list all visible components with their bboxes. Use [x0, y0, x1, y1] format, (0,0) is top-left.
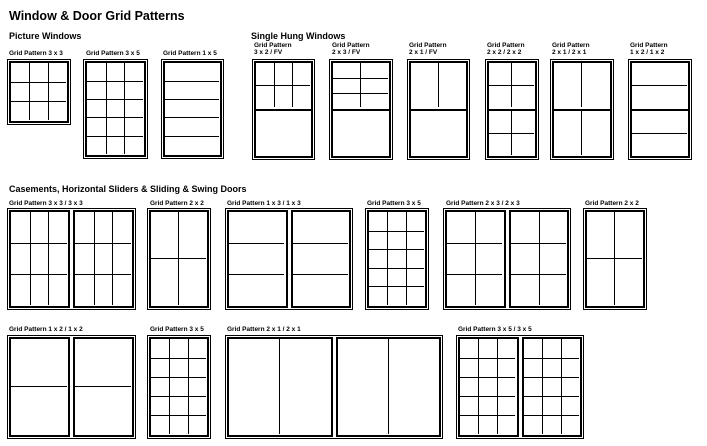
pattern-label: Grid Pattern 2 x 1 / 2 x 1 [227, 326, 301, 333]
grid-bar-horizontal [151, 258, 206, 259]
window-sash [254, 61, 313, 111]
window-picture-3x3 [7, 59, 71, 125]
window-sash [149, 210, 209, 308]
pattern-label: Grid Pattern 3 x 5 [150, 326, 204, 333]
grid-bar-horizontal [165, 81, 219, 82]
grid-bar-vertical [406, 212, 407, 305]
grid-bar-horizontal [369, 231, 424, 232]
window-sash [552, 109, 612, 159]
grid-bar-horizontal [333, 93, 388, 94]
window-sash [227, 337, 333, 437]
grid-bar-horizontal [524, 415, 579, 416]
window-sash [85, 61, 146, 157]
window-sash [73, 210, 134, 308]
window-casement-pair [443, 208, 571, 310]
grid-bar-vertical [106, 63, 107, 154]
window-sash [445, 210, 506, 308]
section-single-hung: Single Hung Windows [251, 31, 346, 41]
pattern-label: Grid Pattern 3 x 3 [9, 50, 63, 57]
grid-bar-vertical [539, 212, 540, 305]
window-single-hung [628, 59, 692, 160]
window-casement-single [365, 208, 429, 310]
window-sash [509, 210, 570, 308]
grid-bar-vertical [387, 212, 388, 305]
pattern-label: Grid Pattern 1 x 5 [163, 50, 217, 57]
window-sash [409, 61, 468, 111]
grid-bar-horizontal [632, 133, 687, 134]
grid-bar-horizontal [151, 415, 206, 416]
window-sash [163, 61, 222, 157]
grid-bar-vertical [388, 339, 389, 434]
window-sash [291, 210, 352, 308]
pattern-label: Grid Pattern 2 x 2 [585, 200, 639, 207]
grid-bar-horizontal [165, 117, 219, 118]
grid-bar-vertical [478, 339, 479, 434]
grid-bar-vertical [475, 212, 476, 305]
grid-bar-horizontal [524, 396, 579, 397]
pattern-label: Grid Pattern 3 x 3 / 3 x 3 [9, 200, 83, 207]
grid-bar-horizontal [75, 274, 131, 275]
pattern-label: Grid Pattern 3 x 5 [86, 50, 140, 57]
grid-bar-vertical [188, 339, 189, 434]
grid-bar-vertical [169, 339, 170, 434]
window-single-hung [550, 59, 614, 160]
grid-bar-horizontal [447, 274, 502, 275]
grid-bar-horizontal [11, 101, 66, 102]
grid-bar-horizontal [87, 99, 143, 100]
pattern-label-detail: 2 x 1 / 2 x 1 [552, 49, 587, 56]
grid-bar-vertical [48, 212, 49, 305]
window-sash [630, 109, 690, 159]
pattern-label-detail: 1 x 2 / 1 x 2 [630, 49, 665, 56]
window-sash [331, 61, 391, 111]
grid-bar-horizontal [369, 286, 424, 287]
grid-bar-horizontal [460, 396, 515, 397]
grid-bar-vertical [438, 63, 439, 107]
pattern-label-detail: 2 x 2 / 2 x 2 [487, 49, 522, 56]
grid-bar-horizontal [11, 386, 67, 387]
grid-bar-vertical [94, 212, 95, 305]
pattern-label-detail: 2 x 3 / FV [332, 49, 361, 56]
grid-bar-horizontal [151, 396, 206, 397]
grid-bar-horizontal [460, 377, 515, 378]
grid-bar-horizontal [11, 243, 67, 244]
pattern-label: Grid Pattern [630, 42, 668, 49]
window-casement-pair [456, 335, 584, 439]
grid-bar-horizontal [511, 274, 566, 275]
grid-bar-horizontal [11, 82, 66, 83]
window-sash [458, 337, 519, 437]
window-casement-single [147, 208, 211, 310]
window-casement-single [583, 208, 647, 310]
pattern-label: Grid Pattern [487, 42, 525, 49]
pattern-label: Grid Pattern 3 x 5 / 3 x 5 [458, 326, 532, 333]
section-picture-windows: Picture Windows [9, 31, 82, 41]
grid-bar-horizontal [524, 358, 579, 359]
pattern-label: Grid Pattern [552, 42, 590, 49]
window-picture-3x5 [83, 59, 148, 159]
window-sash [487, 61, 537, 111]
grid-bar-vertical [48, 63, 49, 120]
pattern-label: Grid Pattern 3 x 5 [367, 200, 421, 207]
window-sash [73, 337, 134, 437]
window-sash [9, 61, 69, 123]
grid-bar-horizontal [587, 258, 642, 259]
grid-bar-horizontal [524, 377, 579, 378]
grid-bar-horizontal [369, 268, 424, 269]
pattern-label: Grid Pattern [332, 42, 370, 49]
pattern-label: Grid Pattern [254, 42, 292, 49]
grid-bar-vertical [360, 63, 361, 107]
grid-bar-vertical [30, 212, 31, 305]
pattern-label: Grid Pattern [409, 42, 447, 49]
grid-bar-horizontal [511, 243, 566, 244]
window-sash [367, 210, 427, 308]
grid-bar-horizontal [256, 85, 310, 86]
grid-bar-vertical [29, 63, 30, 120]
grid-bar-horizontal [165, 136, 219, 137]
window-sash [409, 109, 468, 159]
grid-bar-horizontal [333, 78, 388, 79]
grid-bar-horizontal [369, 249, 424, 250]
window-sash [487, 109, 537, 159]
pattern-label-detail: 3 x 2 / FV [254, 49, 283, 56]
window-single-hung [485, 59, 539, 160]
grid-bar-horizontal [460, 358, 515, 359]
grid-bar-horizontal [75, 386, 131, 387]
grid-bar-horizontal [165, 99, 219, 100]
window-casement-pair [7, 335, 136, 439]
pattern-label: Grid Pattern 1 x 2 / 1 x 2 [9, 326, 83, 333]
grid-bar-horizontal [11, 274, 67, 275]
section-casements: Casements, Horizontal Sliders & Sliding & Swing Doors [9, 184, 247, 194]
window-sash [227, 210, 288, 308]
grid-bar-horizontal [632, 85, 687, 86]
grid-bar-vertical [497, 339, 498, 434]
window-sash [522, 337, 583, 437]
grid-bar-horizontal [151, 377, 206, 378]
grid-bar-horizontal [447, 243, 502, 244]
grid-bar-horizontal [151, 358, 206, 359]
window-casement-pair [7, 208, 136, 310]
window-sash [9, 210, 70, 308]
window-sash [630, 61, 690, 111]
grid-bar-horizontal [293, 274, 348, 275]
pattern-label: Grid Pattern 1 x 3 / 1 x 3 [227, 200, 301, 207]
window-sash [149, 337, 209, 437]
window-casement-pair [225, 208, 353, 310]
window-sash [331, 109, 391, 159]
grid-bar-horizontal [229, 274, 284, 275]
grid-bar-horizontal [87, 136, 143, 137]
window-single-hung [407, 59, 470, 160]
pattern-label: Grid Pattern 2 x 3 / 2 x 3 [446, 200, 520, 207]
window-single-hung [252, 59, 315, 160]
grid-bar-vertical [561, 339, 562, 434]
grid-bar-vertical [581, 63, 582, 107]
window-sliding-door [225, 335, 443, 439]
window-picture-1x5 [161, 59, 224, 159]
grid-bar-horizontal [87, 81, 143, 82]
grid-bar-horizontal [87, 117, 143, 118]
pattern-label: Grid Pattern 2 x 2 [150, 200, 204, 207]
grid-bar-vertical [581, 111, 582, 155]
pattern-label-detail: 2 x 1 / FV [409, 49, 438, 56]
window-sash [254, 109, 313, 159]
grid-bar-horizontal [489, 133, 534, 134]
grid-bar-horizontal [293, 243, 348, 244]
grid-bar-horizontal [460, 415, 515, 416]
grid-bar-horizontal [229, 243, 284, 244]
grid-bar-horizontal [489, 85, 534, 86]
grid-bar-horizontal [75, 243, 131, 244]
page-title: Window & Door Grid Patterns [9, 9, 185, 23]
grid-bar-vertical [124, 63, 125, 154]
window-casement-single [147, 335, 211, 439]
grid-bar-vertical [279, 339, 280, 434]
window-sash [585, 210, 645, 308]
window-sash [336, 337, 442, 437]
grid-bar-vertical [542, 339, 543, 434]
grid-bar-vertical [112, 212, 113, 305]
window-sash [552, 61, 612, 111]
window-sash [9, 337, 70, 437]
window-single-hung [329, 59, 393, 160]
